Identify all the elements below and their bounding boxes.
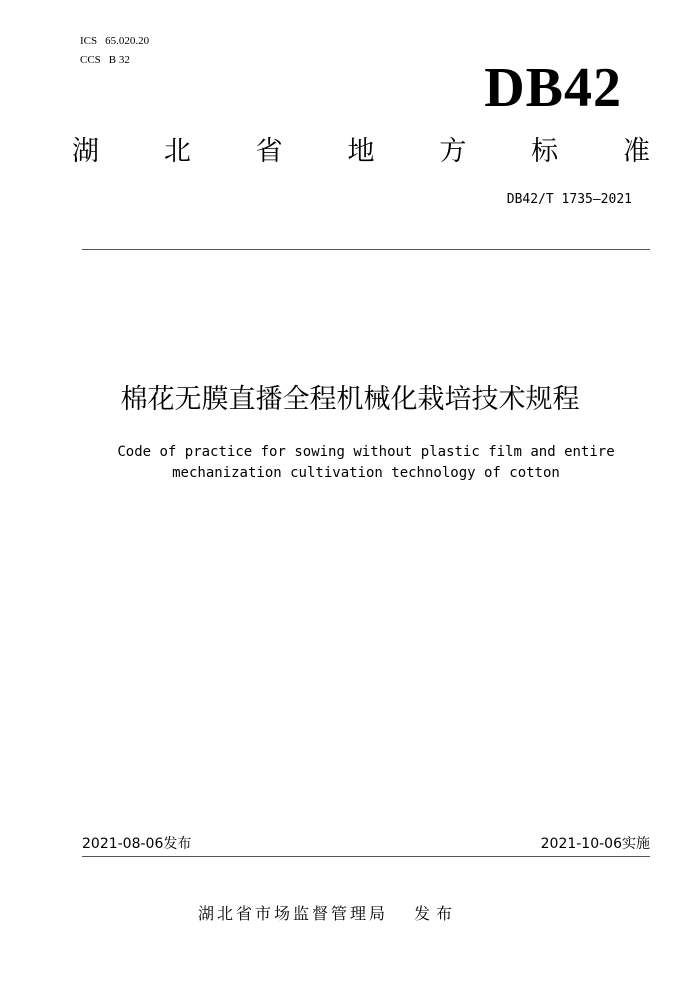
standard-number: DB42/T 1735—2021: [506, 192, 632, 207]
header-divider: [82, 249, 650, 250]
footer-divider: [82, 856, 650, 857]
ics-classification: [80, 34, 149, 48]
standard-type-heading: [72, 134, 650, 170]
standard-type-char: 方: [439, 136, 467, 167]
issuing-authority: [198, 902, 458, 926]
standard-type-char: 省: [255, 136, 283, 167]
standard-type-char: 湖: [72, 136, 99, 167]
publish-date: 2021-08-06发布: [82, 836, 192, 852]
standard-type-char: 地: [347, 136, 375, 167]
ccs-label: CCS: [80, 54, 101, 66]
chinese-title: 棉花无膜直播全程机械化栽培技术规程: [120, 384, 580, 415]
issuer-name: 湖北省市场监督管理局: [198, 904, 389, 923]
ccs-code: B 32: [108, 54, 130, 66]
english-title-line-1: Code of practice for sowing without plastic film and entire: [117, 444, 615, 460]
ics-code: 65.020.20: [105, 35, 150, 47]
issuer-action: 发布: [414, 904, 459, 923]
standard-type-char: 准: [622, 136, 650, 167]
english-title-line-2: mechanization cultivation technology of cotton: [172, 465, 560, 481]
implement-date: 2021-10-06实施: [540, 836, 650, 852]
ics-label: ICS: [80, 35, 98, 47]
db42-logo: DB42: [484, 57, 622, 119]
ccs-classification: [80, 53, 130, 67]
standard-type-char: 北: [163, 136, 191, 167]
standard-type-char: 标: [531, 136, 559, 167]
